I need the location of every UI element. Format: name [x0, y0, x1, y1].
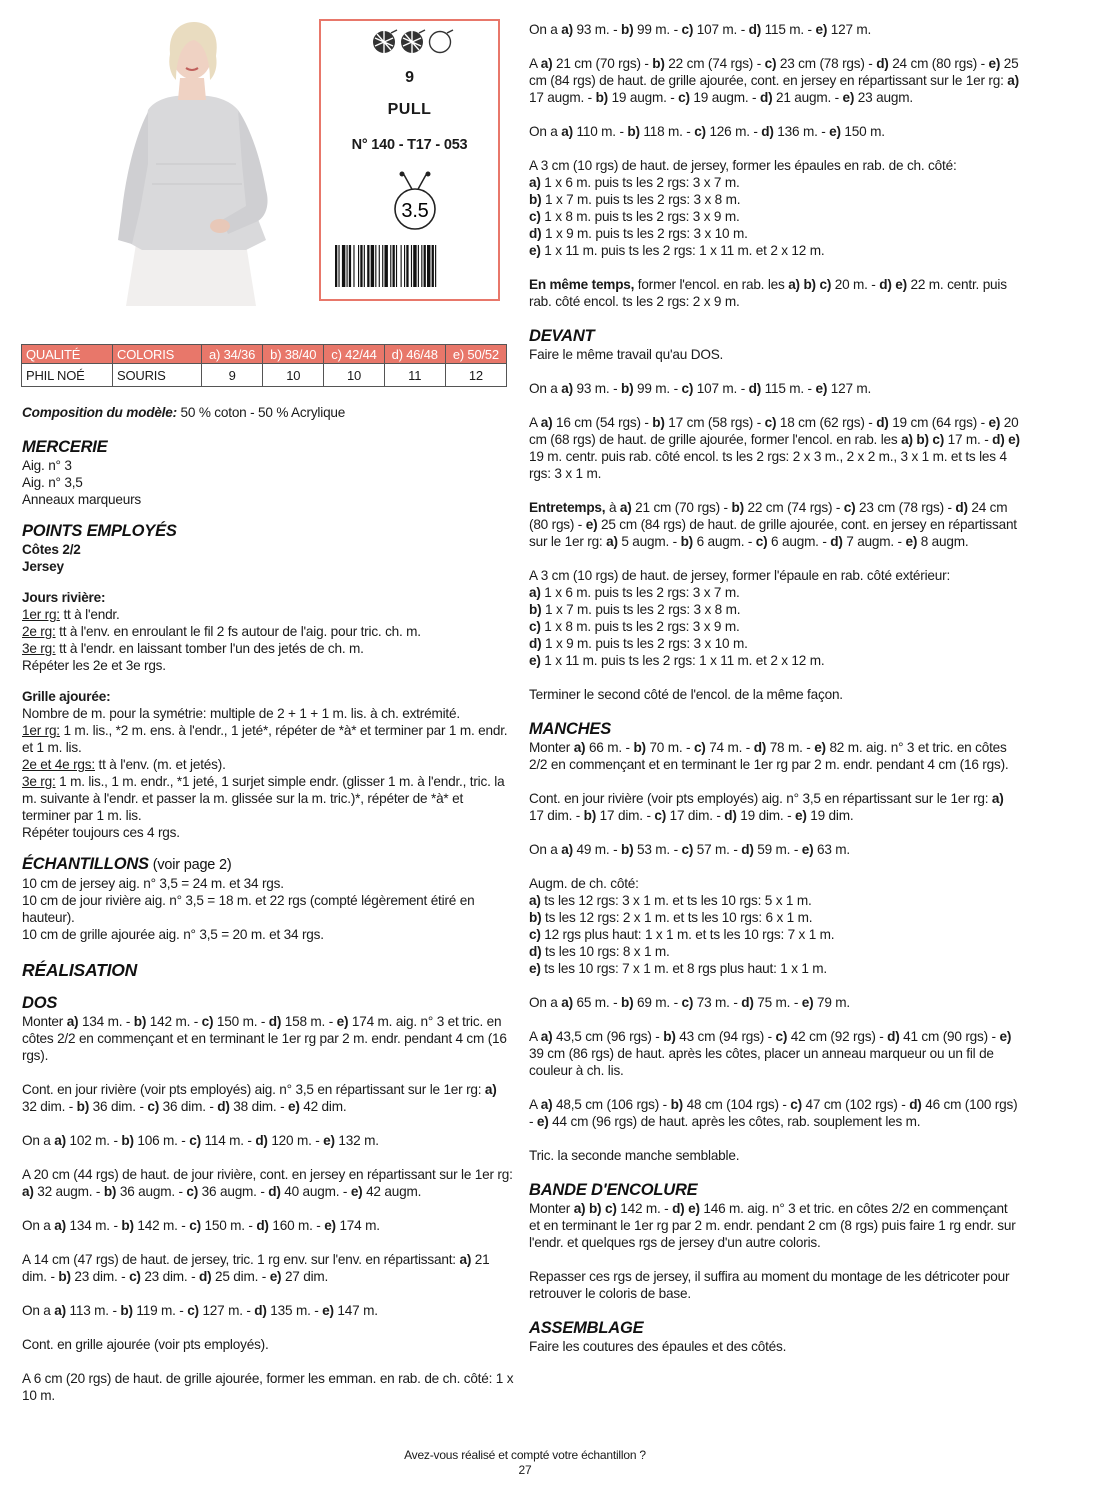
barcode-bar [390, 245, 391, 287]
row-label: 3e rg: [22, 641, 56, 656]
barcode-bar [401, 245, 402, 287]
instruction-paragraph: Augm. de ch. côté: a) ts les 12 rgs: 3 x 1 m. et ts les 10 rgs: 5 x 1 m. b) ts les 12 rgs: 2 x 1 m. et ts les 10 rgs: 6 x 1 m. c) 12 rgs plus haut: 1 x 1 m. et ts les 10 rgs: 7 x 1 m. d) ts les 10 rgs: 8 x 1 m. e) ts les 10 rgs: 7 x 1 m. et 8 rgs plus haut: 1 x 1 m. [529, 876, 835, 976]
instruction-paragraph: Monter a) 66 m. - b) 70 m. - c) 74 m. - d) 78 m. - e) 82 m. aig. n° 3 et tric. en côtes 2/2 en commençant et en terminant le 1er rg par 2 m. endr. pendant 4 cm (16 rgs). [529, 740, 1009, 772]
instruction-paragraph: On a a) 113 m. - b) 119 m. - c) 127 m. - d) 135 m. - e) 147 m. [22, 1303, 378, 1318]
yarn-ball-icon-filled [373, 30, 397, 53]
instruction-paragraph: Tric. la seconde manche semblable. [529, 1148, 740, 1163]
instruction-paragraph: Terminer le second côté de l'encol. de la même façon. [529, 687, 843, 702]
instruction-paragraph: A 3 cm (10 rgs) de haut. de jersey, former l'épaule en rab. côté extérieur: a) 1 x 6 m. puis ts les 2 rgs: 3 x 7 m. b) 1 x 7 m. puis ts les 2 rgs: 3 x 8 m. c) 1 x 8 m. puis ts les 2 rgs: 3 x 9 m. d) 1 x 9 m. puis ts les 2 rgs: 3 x 10 m. e) 1 x 11 m. puis ts les 2 rgs: 1 x 11 m. et 2 x 12 m. [529, 568, 951, 668]
devant-heading: DEVANT [529, 327, 595, 345]
yarn-ball-icon-empty [430, 30, 454, 53]
row-label: 3e rg: [22, 774, 56, 789]
table-header-cell: e) 50/52 [445, 345, 506, 364]
jours-riviere-heading: Jours rivière: [22, 590, 106, 605]
barcode-bar [421, 245, 422, 287]
difficulty-yarn-icons [371, 29, 455, 55]
barcode-bar [375, 245, 376, 287]
instruction-line: 3e rg: 1 m. lis., 1 m. endr., *1 jeté, 1 surjet simple endr. (glisser 1 m. à l'endr., tric. la m. suivante à l'endr. et passer la m. glissée sur la m. tric.)*, répéter de *à* et terminer par 1 m. lis. [22, 774, 505, 823]
barcode-bar [435, 245, 436, 287]
instruction-paragraph: A 6 cm (20 rgs) de haut. de grille ajourée, former les emman. en rab. de ch. côté: 1 x 10 m. [22, 1371, 514, 1403]
barcode-bar [413, 245, 416, 287]
bande-encolure-instructions [529, 1200, 1021, 1302]
table-header-cell: b) 38/40 [263, 345, 324, 364]
instruction-paragraph: On a a) 65 m. - b) 69 m. - c) 73 m. - d) 75 m. - e) 79 m. [529, 995, 851, 1010]
row-label: 1er rg: [22, 723, 60, 738]
instruction-paragraph: Cont. en jour rivière (voir pts employés) aig. n° 3,5 en répartissant sur le 1er rg: a) 17 dim. - b) 17 dim. - c) 17 dim. - d) 19 dim. - e) 19 dim. [529, 791, 1004, 823]
table-header-cell: QUALITÉ [22, 345, 113, 364]
instruction-paragraph: A 3 cm (10 rgs) de haut. de jersey, former les épaules en rab. de ch. côté: a) 1 x 6 m. puis ts les 2 rgs: 3 x 7 m. b) 1 x 7 m. puis ts les 2 rgs: 3 x 8 m. c) 1 x 8 m. puis ts les 2 rgs: 3 x 9 m. d) 1 x 9 m. puis ts les 2 rgs: 3 x 10 m. e) 1 x 11 m. puis ts les 2 rgs: 1 x 11 m. et 2 x 12 m. [529, 158, 957, 258]
barcode-bar [418, 245, 419, 287]
bande-encolure-heading: BANDE D'ENCOLURE [529, 1181, 698, 1199]
instruction-paragraph: Faire le même travail qu'au DOS. [529, 347, 724, 362]
dos-instructions-continued [529, 21, 1021, 310]
barcode-bar [358, 245, 359, 287]
echantillons-page-ref: (voir page 2) [148, 857, 232, 873]
mercerie-list [22, 457, 514, 508]
list-item: 10 cm de jersey aig. n° 3,5 = 24 m. et 34 rgs. [22, 876, 284, 891]
list-item: Aig. n° 3 [22, 458, 72, 473]
table-cell: 10 [324, 364, 384, 387]
barcode [333, 243, 489, 289]
instruction-paragraph: On a a) 102 m. - b) 106 m. - c) 114 m. - d) 120 m. - e) 132 m. [22, 1133, 379, 1148]
instruction-paragraph: On a a) 93 m. - b) 99 m. - c) 107 m. - d) 115 m. - e) 127 m. [529, 381, 872, 396]
composition [22, 404, 514, 421]
table-header-cell: d) 46/48 [384, 345, 445, 364]
manches-instructions [529, 739, 1021, 1164]
dos-heading: DOS [22, 994, 58, 1012]
instruction-paragraph: A a) 48,5 cm (106 rgs) - b) 48 cm (104 rgs) - c) 47 cm (102 rgs) - d) 46 cm (100 rgs) - e) 44 cm (96 rgs) de haut. après les côtes, rab. souplement les m. [529, 1097, 1018, 1129]
pattern-type: PULL [387, 101, 432, 118]
grille-ajouree-lines [22, 705, 514, 841]
instruction-paragraph: Cont. en jour rivière (voir pts employés) aig. n° 3,5 en répartissant sur le 1er rg: a) 32 dim. - b) 36 dim. - c) 36 dim. - d) 38 dim. - e) 42 dim. [22, 1082, 497, 1114]
table-cell: SOURIS [113, 364, 202, 387]
pattern-header-card [319, 19, 500, 301]
barcode-bar [367, 245, 369, 287]
knitting-needle-size-icon [387, 171, 443, 233]
instruction-paragraph: A 14 cm (47 rgs) de haut. de jersey, tric. 1 rg env. sur l'env. en répartissant: a) 21 dim. - b) 23 dim. - c) 23 dim. - d) 25 dim. - e) 27 dim. [22, 1252, 490, 1284]
footer-note: Avez-vous réalisé et compté votre échantillon ? [404, 1448, 646, 1462]
barcode-bar [384, 245, 387, 287]
table-cell: 11 [384, 364, 445, 387]
realisation-heading: RÉALISATION [22, 960, 138, 980]
barcode-bar [411, 245, 412, 287]
table-cell: 9 [202, 364, 263, 387]
devant-instructions [529, 346, 1021, 703]
barcode-bar [360, 245, 362, 287]
list-item: Aig. n° 3,5 [22, 475, 83, 490]
barcode-bar [396, 245, 397, 287]
row-label: 2e et 4e rgs: [22, 757, 95, 772]
assemblage-instructions [529, 1338, 1021, 1355]
echantillons-heading [22, 855, 514, 875]
instruction-line: 1er rg: 1 m. lis., *2 m. ens. à l'endr., 1 jeté*, répéter de *à* et terminer par 1 m. endr. et 1 m. lis. [22, 723, 508, 755]
barcode-bar [432, 245, 434, 287]
yarn-ball-icon-filled [401, 30, 425, 53]
instruction-line: Répéter les 2e et 3e rgs. [22, 658, 166, 673]
barcode-bar [335, 245, 337, 287]
instruction-line: Nombre de m. pour la symétrie: multiple de 2 + 1 + 1 m. lis. à ch. extrémité. [22, 706, 460, 721]
instruction-line: 2e rg: tt à l'env. en enroulant le fil 2 fs autour de l'aig. pour tric. ch. m. [22, 624, 421, 639]
barcode-bar [342, 245, 345, 287]
table-header-row [22, 345, 507, 364]
jours-riviere-lines [22, 606, 514, 674]
barcode-bar [393, 245, 395, 287]
instruction-paragraph: En même temps, former l'encol. en rab. les a) b) c) 20 m. - d) e) 22 m. centr. puis rab. côté encol. ts les 2 rgs: 2 x 9 m. [529, 277, 1007, 309]
instruction-line: 2e et 4e rgs: tt à l'env. (m. et jetés). [22, 757, 226, 772]
list-item: Anneaux marqueurs [22, 492, 142, 507]
table-row [22, 364, 507, 387]
list-item: 10 cm de grille ajourée aig. n° 3,5 = 20 m. et 34 rgs. [22, 927, 324, 942]
barcode-bar [338, 245, 339, 287]
barcode-bar [404, 245, 405, 287]
model-photo [96, 14, 310, 306]
points-heading: POINTS EMPLOYÉS [22, 522, 177, 540]
table-header-cell: c) 42/44 [324, 345, 384, 364]
mercerie-heading: MERCERIE [22, 438, 108, 456]
instruction-line: Répéter toujours ces 4 rgs. [22, 825, 180, 840]
echantillons-title: ÉCHANTILLONS [22, 855, 149, 873]
barcode-bar [424, 245, 426, 287]
instruction-paragraph: On a a) 93 m. - b) 99 m. - c) 107 m. - d) 115 m. - e) 127 m. [529, 22, 872, 37]
grille-ajouree-heading: Grille ajourée: [22, 689, 111, 704]
instruction-line: 1er rg: tt à l'endr. [22, 607, 120, 622]
table-cell: 10 [263, 364, 324, 387]
barcode-bar [349, 245, 351, 287]
instruction-paragraph: Faire les coutures des épaules et des côtés. [529, 1339, 787, 1354]
list-item: 10 cm de jour rivière aig. n° 3,5 = 18 m. et 22 rgs (compté légèrement étiré en hauteur). [22, 893, 475, 925]
needle-size-value: 3.5 [401, 200, 429, 222]
instruction-paragraph: A a) 21 cm (70 rgs) - b) 22 cm (74 rgs) - c) 23 cm (78 rgs) - d) 24 cm (80 rgs) - e) 25 cm (84 rgs) de haut. de grille ajourée, cont. en jersey en répartissant sur le 1er rg: a) 17 augm. - b) 19 augm. - c) 19 augm. - d) 21 augm. - e) 23 augm. [529, 56, 1019, 105]
list-item: Côtes 2/2 [22, 542, 81, 557]
row-label: 1er rg: [22, 607, 60, 622]
yarn-quantity-table [21, 344, 507, 387]
instruction-paragraph: A a) 43,5 cm (96 rgs) - b) 43 cm (94 rgs) - c) 42 cm (92 rgs) - d) 41 cm (90 rgs) - e) 39 cm (86 rgs) de haut. après les côtes, placer un anneau marqueur ou un fil de couleur à ch. lis. [529, 1029, 1012, 1078]
right-column [529, 21, 1021, 1372]
barcode-bar [371, 245, 374, 287]
manches-heading: MANCHES [529, 720, 612, 738]
instruction-paragraph: Repasser ces rgs de jersey, il suffira au moment du montage de les détricoter pour retrouver le coloris de base. [529, 1269, 1010, 1301]
pattern-number: 9 [405, 69, 414, 86]
instruction-paragraph: Cont. en grille ajourée (voir pts employés). [22, 1337, 269, 1352]
table-cell: 12 [445, 364, 506, 387]
instruction-paragraph: On a a) 134 m. - b) 142 m. - c) 150 m. - d) 160 m. - e) 174 m. [22, 1218, 380, 1233]
barcode-bar [427, 245, 430, 287]
table-header-cell: a) 34/36 [202, 345, 263, 364]
assemblage-heading: ASSEMBLAGE [529, 1319, 644, 1337]
barcode-bar [379, 245, 380, 287]
table-cell: PHIL NOÉ [22, 364, 113, 387]
composition-label: Composition du modèle: [22, 405, 177, 420]
barcode-bar [406, 245, 408, 287]
instruction-line: 3e rg: tt à l'endr. en laissant tomber l'un des jetés de ch. m. [22, 641, 364, 656]
table-header-cell: COLORIS [113, 345, 202, 364]
instruction-paragraph: A a) 16 cm (54 rgs) - b) 17 cm (58 rgs) - c) 18 cm (62 rgs) - d) 19 cm (64 rgs) - e) 20 cm (68 rgs) de haut. de grille ajourée, former l'encol. en rab. les a) b) c) 17 m. - d) e) 19 m. centr. puis rab. côté encol. ts les 2 rgs: 2 x 3 m., 2 x 2 m., 3 x 1 m. et ts les 4 rgs: 3 x 1 m. [529, 415, 1020, 481]
row-label: 2e rg: [22, 624, 56, 639]
barcode-bar [364, 245, 365, 287]
list-item: Jersey [22, 559, 64, 574]
instruction-paragraph: Monter a) 134 m. - b) 142 m. - c) 150 m. - d) 158 m. - e) 174 m. aig. n° 3 et tric. en côtes 2/2 en commençant et en terminant le 1er rg par 2 m. endr. pendant 4 cm (16 rgs). [22, 1014, 507, 1063]
instruction-paragraph: On a a) 110 m. - b) 118 m. - c) 126 m. - d) 136 m. - e) 150 m. [529, 124, 885, 139]
barcode-bar [353, 245, 354, 287]
instruction-paragraph: Monter a) b) c) 142 m. - d) e) 146 m. aig. n° 3 et tric. en côtes 2/2 en commençant et en terminant le 1er rg par 2 m. endr. pendant 2 cm (8 rgs) puis faire 1 rg endr. sur l'endr. et quelques rgs de jersey d'un autre coloris. [529, 1201, 1016, 1250]
composition-value: 50 % coton - 50 % Acrylique [176, 405, 346, 420]
left-column [22, 404, 514, 1421]
barcode-bar [382, 245, 383, 287]
instruction-paragraph: A 20 cm (44 rgs) de haut. de jour rivière, cont. en jersey en répartissant sur le 1er rg: a) 32 augm. - b) 36 augm. - c) 36 augm. - d) 40 augm. - e) 42 augm. [22, 1167, 513, 1199]
instruction-paragraph: Entretemps, à a) 21 cm (70 rgs) - b) 22 cm (74 rgs) - c) 23 cm (78 rgs) - d) 24 cm (80 rgs) - e) 25 cm (84 rgs) de haut. de grille ajourée, cont. en jersey en répartissant sur le 1er rg: a) 5 augm. - b) 6 augm. - c) 6 augm. - d) 7 augm. - e) 8 augm. [529, 500, 1017, 549]
pattern-reference: N° 140 - T17 - 053 [351, 137, 468, 153]
page-number: 27 [518, 1463, 532, 1477]
instruction-paragraph: On a a) 49 m. - b) 53 m. - c) 57 m. - d) 59 m. - e) 63 m. [529, 842, 851, 857]
barcode-bar [347, 245, 348, 287]
dos-instructions [22, 1013, 514, 1404]
